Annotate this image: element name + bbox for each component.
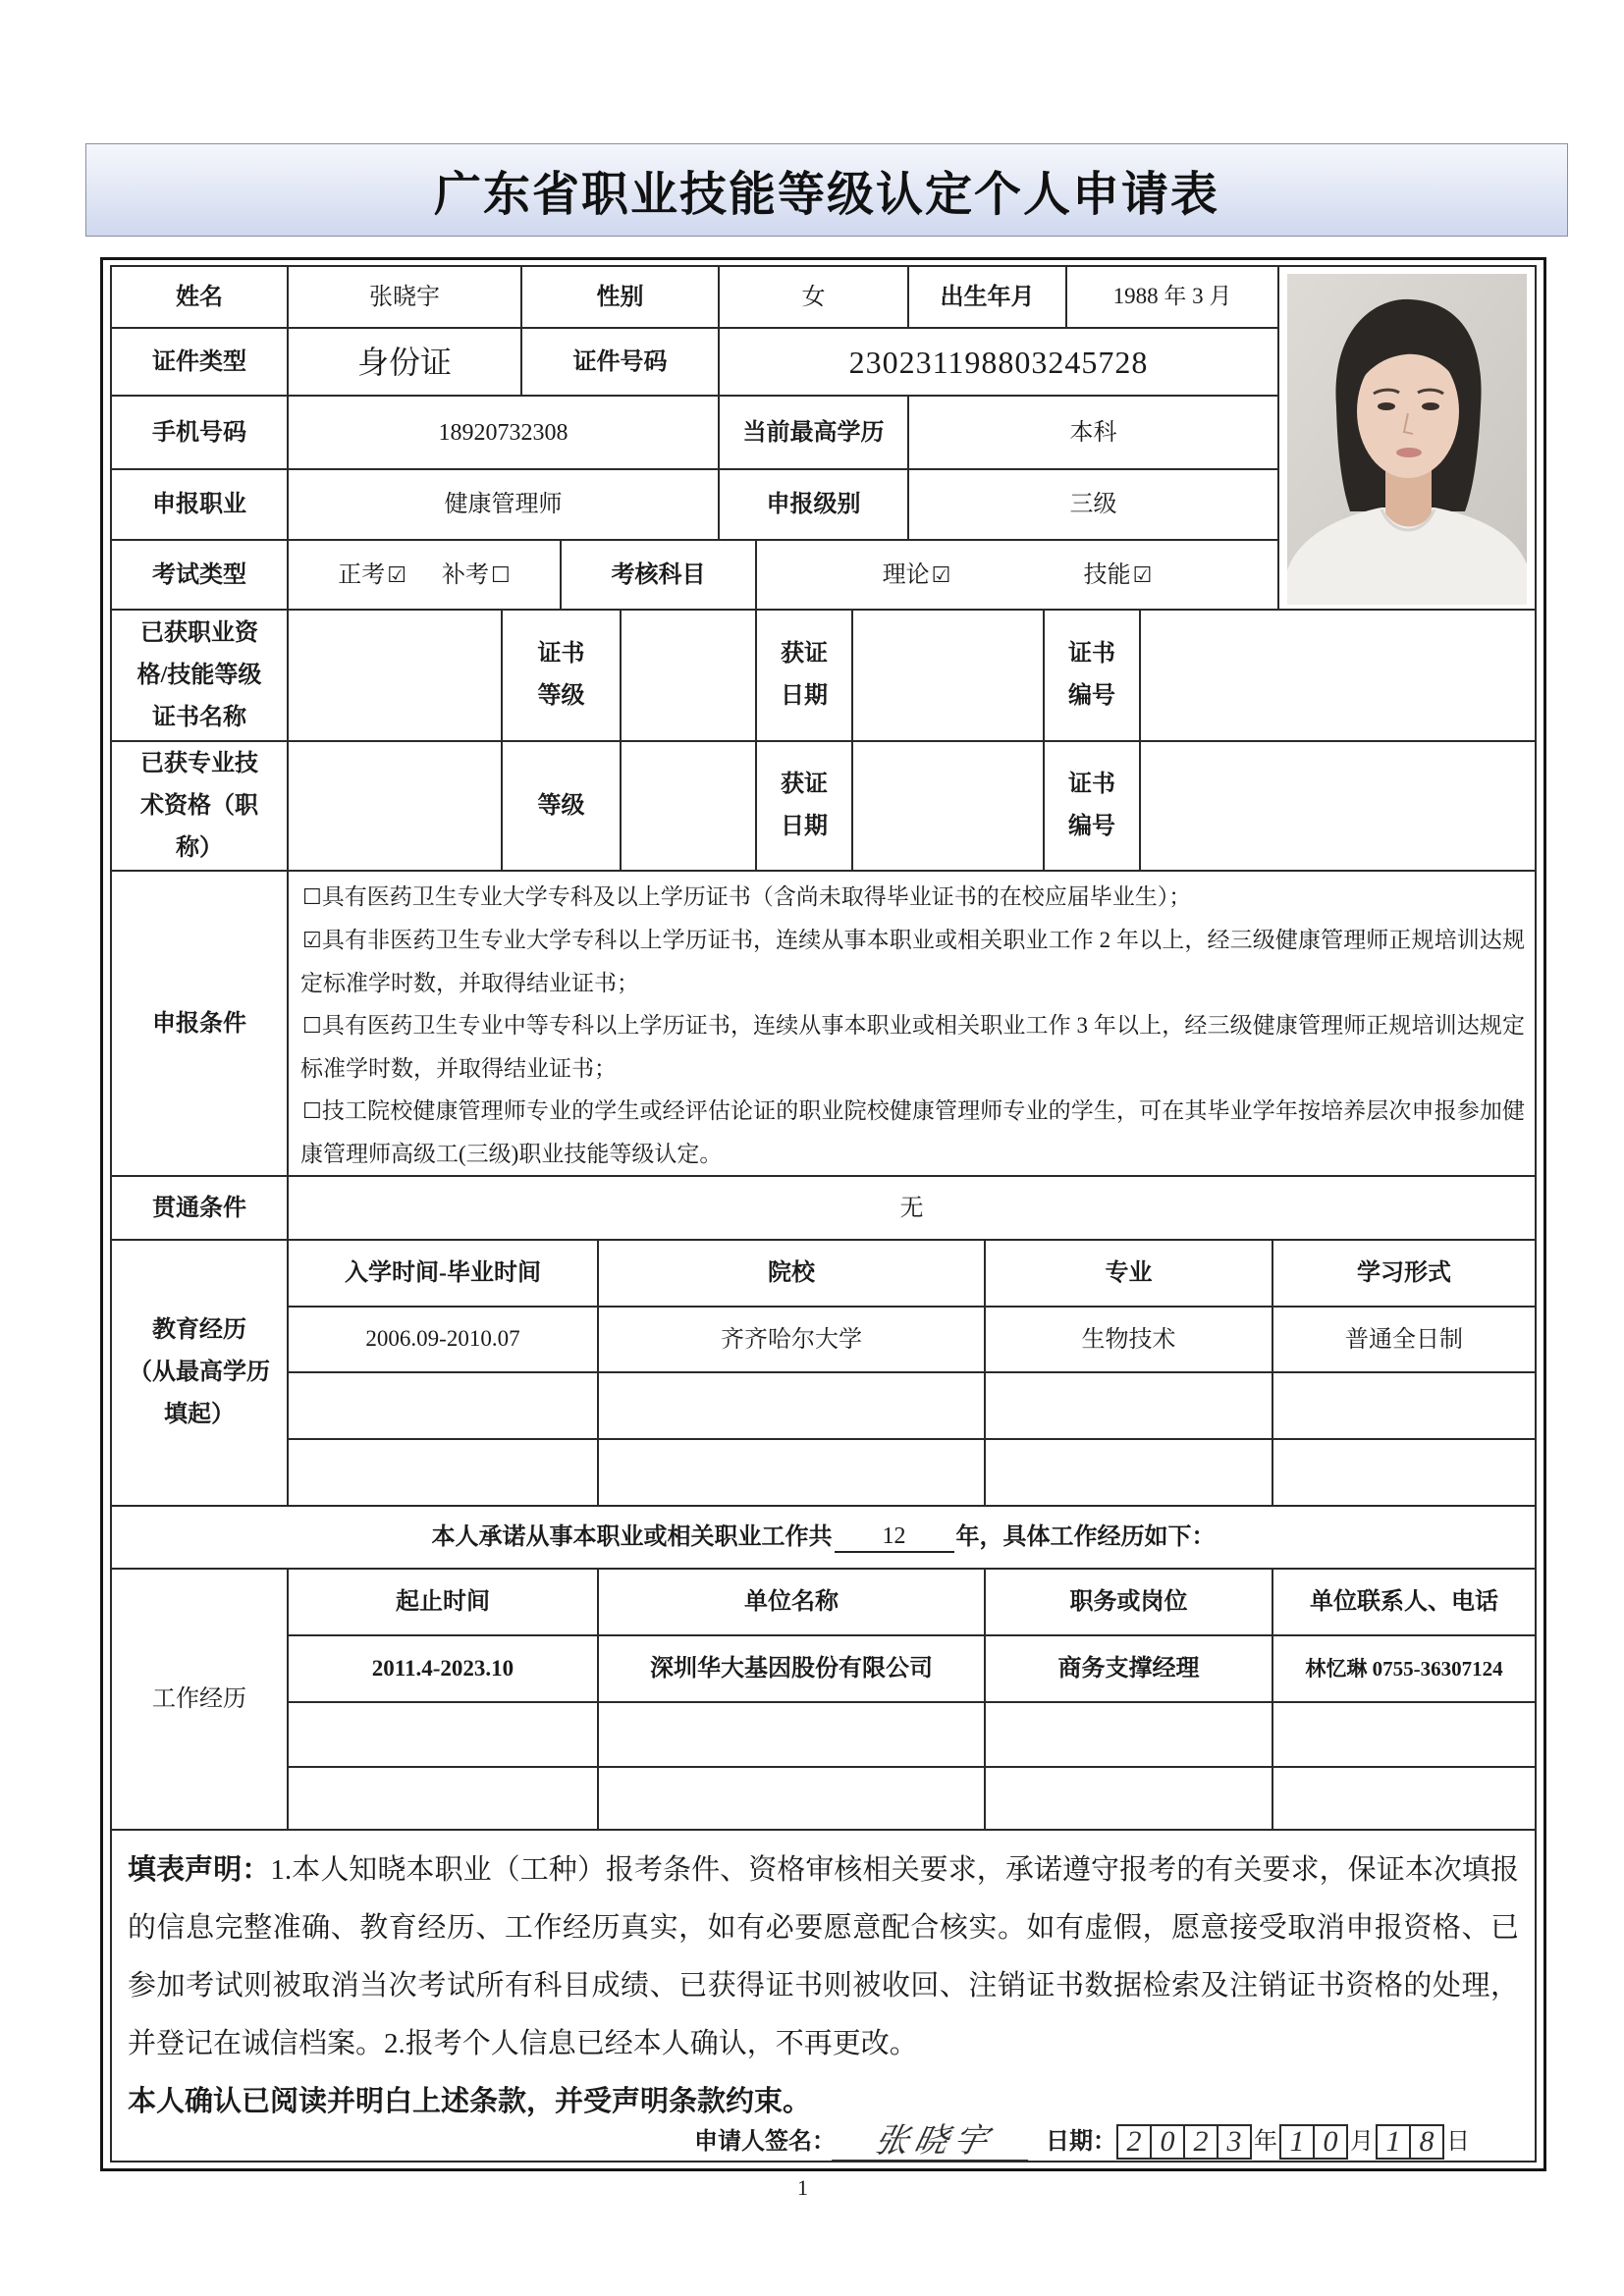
education-study-mode-value: 普通全日制 — [1272, 1306, 1537, 1373]
education-empty-cell — [1272, 1438, 1537, 1507]
id-type-label: 证件类型 — [110, 327, 289, 397]
exam-type-options — [287, 539, 562, 611]
checked-checkbox-icon: ☑ — [931, 562, 951, 588]
declaration-paragraph — [128, 1842, 1519, 2073]
checked-checkbox-icon: ☑ — [1132, 562, 1153, 588]
education-level-value: 本科 — [907, 395, 1279, 470]
work-empty-cell — [984, 1701, 1273, 1768]
exam-type-regular-option — [338, 561, 406, 590]
subjects-options — [755, 539, 1279, 611]
work-empty-cell — [287, 1766, 599, 1831]
date-day-digit: 8 — [1409, 2124, 1444, 2160]
education-empty-cell — [984, 1438, 1273, 1507]
commitment-suffix: 年，具体工作经历如下： — [955, 1524, 1216, 1550]
professional-title-number-value — [1139, 740, 1537, 872]
professional-title-name-value — [287, 740, 503, 872]
id-type-value: 身份证 — [287, 327, 522, 397]
phone-value: 18920732308 — [287, 395, 720, 470]
id-number-value: 230231198803245728 — [718, 327, 1279, 397]
work-empty-cell — [1272, 1701, 1537, 1768]
declaration-section — [110, 1829, 1537, 2163]
conditions-list — [287, 870, 1537, 1177]
education-header-study-mode: 学习形式 — [1272, 1239, 1537, 1308]
vocational-cert-date-label: 获证 日期 — [755, 609, 853, 742]
vocational-cert-number-value — [1139, 609, 1537, 742]
date-day-digit: 1 — [1376, 2124, 1411, 2160]
exam-type-label: 考试类型 — [110, 539, 289, 611]
education-period-value: 2006.09-2010.07 — [287, 1306, 599, 1373]
gender-label: 性别 — [520, 265, 720, 329]
condition-item — [300, 1090, 1525, 1175]
subjects-label: 考核科目 — [560, 539, 757, 611]
date-year-digit: 2 — [1183, 2124, 1218, 2160]
vocational-cert-level-value — [620, 609, 757, 742]
vocational-cert-number-label: 证书 编号 — [1043, 609, 1141, 742]
professional-title-level-value — [620, 740, 757, 872]
signature-line — [694, 2123, 1472, 2161]
vocational-cert-date-value — [851, 609, 1045, 742]
work-empty-cell — [597, 1701, 986, 1768]
work-empty-cell — [597, 1766, 986, 1831]
phone-label: 手机号码 — [110, 395, 289, 470]
professional-title-date-value — [851, 740, 1045, 872]
condition-text: 技工院校健康管理师专业的学生或经评估论证的职业院校健康管理师专业的学生，可在其毕业学年按培养层次申报参加健康管理师高级工(三级)职业技能等级认定。 — [300, 1098, 1525, 1166]
date-year-digit: 2 — [1116, 2124, 1152, 2160]
occupation-value: 健康管理师 — [287, 468, 720, 541]
name-label: 姓名 — [110, 265, 289, 329]
title-banner — [85, 143, 1568, 237]
condition-text: 具有医药卫生专业大学专科及以上学历证书（含尚未取得毕业证书的在校应届毕业生）； — [321, 884, 1192, 909]
work-contact-value: 林忆琳 0755-36307124 — [1272, 1634, 1537, 1703]
declaration-heading: 填表声明： — [128, 1854, 271, 1886]
page-number: 1 — [797, 2175, 808, 2200]
exam-type-makeup-option — [442, 561, 511, 590]
commitment-years: 12 — [835, 1522, 954, 1553]
professional-title-level-label: 等级 — [501, 740, 622, 872]
form-title: 广东省职业技能等级认定个人申请表 — [433, 167, 1219, 222]
education-level-label: 当前最高学历 — [718, 395, 909, 470]
condition-item — [300, 876, 1525, 919]
through-conditions-value: 无 — [287, 1175, 1537, 1241]
work-history-label: 工作经历 — [110, 1568, 289, 1831]
condition-text: 具有非医药卫生专业大学专科以上学历证书，连续从事本职业或相关职业工作 2 年以上，经三级健康管理师正规培训达规定标准学时数，并取得结业证书； — [300, 928, 1525, 995]
occupation-label: 申报职业 — [110, 468, 289, 541]
date-year-digit: 3 — [1217, 2124, 1252, 2160]
apply-level-value: 三级 — [907, 468, 1279, 541]
handwritten-signature: 张晓宇 — [832, 2124, 1036, 2161]
unchecked-checkbox-icon: ☐ — [302, 1014, 322, 1039]
name-value: 张晓宇 — [287, 265, 522, 329]
education-history-label: 教育经历 （从最高学历 填起） — [110, 1239, 289, 1507]
professional-title-date-label: 获证 日期 — [755, 740, 853, 872]
education-school-value: 齐齐哈尔大学 — [597, 1306, 986, 1373]
exam-type-makeup-label: 补考 — [442, 561, 489, 588]
work-empty-cell — [984, 1766, 1273, 1831]
id-number-label: 证件号码 — [520, 327, 720, 397]
education-header-school: 院校 — [597, 1239, 986, 1308]
subject-theory-option — [883, 561, 951, 590]
exam-type-regular-label: 正考 — [338, 561, 386, 588]
declaration-confirmation: 本人确认已阅读并明白上述条款，并受声明条款约束。 — [128, 2086, 812, 2117]
work-years-commitment — [110, 1505, 1537, 1570]
unchecked-checkbox-icon: ☐ — [302, 885, 322, 910]
work-header-position: 职务或岗位 — [984, 1568, 1273, 1636]
checked-checkbox-icon: ☑ — [302, 929, 322, 953]
birth-label: 出生年月 — [907, 265, 1067, 329]
education-major-value: 生物技术 — [984, 1306, 1273, 1373]
work-position-value: 商务支撑经理 — [984, 1634, 1273, 1703]
birth-value: 1988 年 3 月 — [1065, 265, 1279, 329]
education-header-period: 入学时间-毕业时间 — [287, 1239, 599, 1308]
gender-value: 女 — [718, 265, 909, 329]
subject-skill-option — [1084, 561, 1153, 590]
declaration-body: 1.本人知晓本职业（工种）报考条件、资格审核相关要求，承诺遵守报考的有关要求，保证本次填报的信息完整准确、教育经历、工作经历真实，如有必要愿意配合核实。如有虚假，愿意接受取消申报资格、已参加考试则被取消当次考试所有科目成绩、已获得证书则被收回、注销证书数据检索及注销证书资格的处理，并登记在诚信档案。2.报考个人信息已经本人确认，不再更改。 — [128, 1854, 1519, 2059]
education-empty-cell — [287, 1371, 599, 1440]
date-year-unit: 年 — [1254, 2129, 1277, 2155]
date-year-digit: 0 — [1150, 2124, 1185, 2160]
education-empty-cell — [1272, 1371, 1537, 1440]
applicant-photo — [1287, 274, 1527, 605]
work-employer-value: 深圳华大基因股份有限公司 — [597, 1634, 986, 1703]
education-empty-cell — [287, 1438, 599, 1507]
work-header-period: 起止时间 — [287, 1568, 599, 1636]
condition-text: 具有医药卫生专业中等专科以上学历证书，连续从事本职业或相关职业工作 3 年以上，经三级健康管理师正规培训达规定标准学时数，并取得结业证书； — [300, 1013, 1525, 1081]
photo-cell — [1277, 265, 1537, 611]
through-conditions-label: 贯通条件 — [110, 1175, 289, 1241]
date-month-digit: 1 — [1279, 2124, 1315, 2160]
work-header-employer: 单位名称 — [597, 1568, 986, 1636]
work-empty-cell — [1272, 1766, 1537, 1831]
work-empty-cell — [287, 1701, 599, 1768]
conditions-label: 申报条件 — [110, 870, 289, 1177]
education-empty-cell — [597, 1438, 986, 1507]
work-header-contact: 单位联系人、电话 — [1272, 1568, 1537, 1636]
subject-skill-label: 技能 — [1083, 561, 1131, 588]
professional-title-label: 已获专业技 术资格（职 称） — [110, 740, 289, 872]
signature-label: 申请人签名： — [694, 2129, 836, 2155]
apply-level-label: 申报级别 — [718, 468, 909, 541]
condition-item — [300, 1004, 1525, 1090]
date-month-unit: 月 — [1350, 2129, 1374, 2155]
unchecked-checkbox-icon: ☐ — [302, 1099, 322, 1124]
date-day-unit: 日 — [1446, 2129, 1470, 2155]
professional-title-number-label: 证书 编号 — [1043, 740, 1141, 872]
education-empty-cell — [597, 1371, 986, 1440]
vocational-cert-name-value — [287, 609, 503, 742]
unchecked-checkbox-icon: ☐ — [491, 562, 511, 588]
condition-item — [300, 919, 1525, 1004]
checked-checkbox-icon: ☑ — [387, 562, 406, 588]
vocational-cert-label: 已获职业资 格/技能等级 证书名称 — [110, 609, 289, 742]
form-table — [110, 265, 1537, 2163]
vocational-cert-level-label: 证书 等级 — [501, 609, 622, 742]
subject-theory-label: 理论 — [882, 561, 930, 588]
work-period-value: 2011.4-2023.10 — [287, 1634, 599, 1703]
education-empty-cell — [984, 1371, 1273, 1440]
commitment-prefix: 本人承诺从事本职业或相关职业工作共 — [431, 1524, 833, 1550]
date-month-digit: 0 — [1313, 2124, 1348, 2160]
date-label: 日期： — [1046, 2129, 1116, 2155]
education-header-major: 专业 — [984, 1239, 1273, 1308]
